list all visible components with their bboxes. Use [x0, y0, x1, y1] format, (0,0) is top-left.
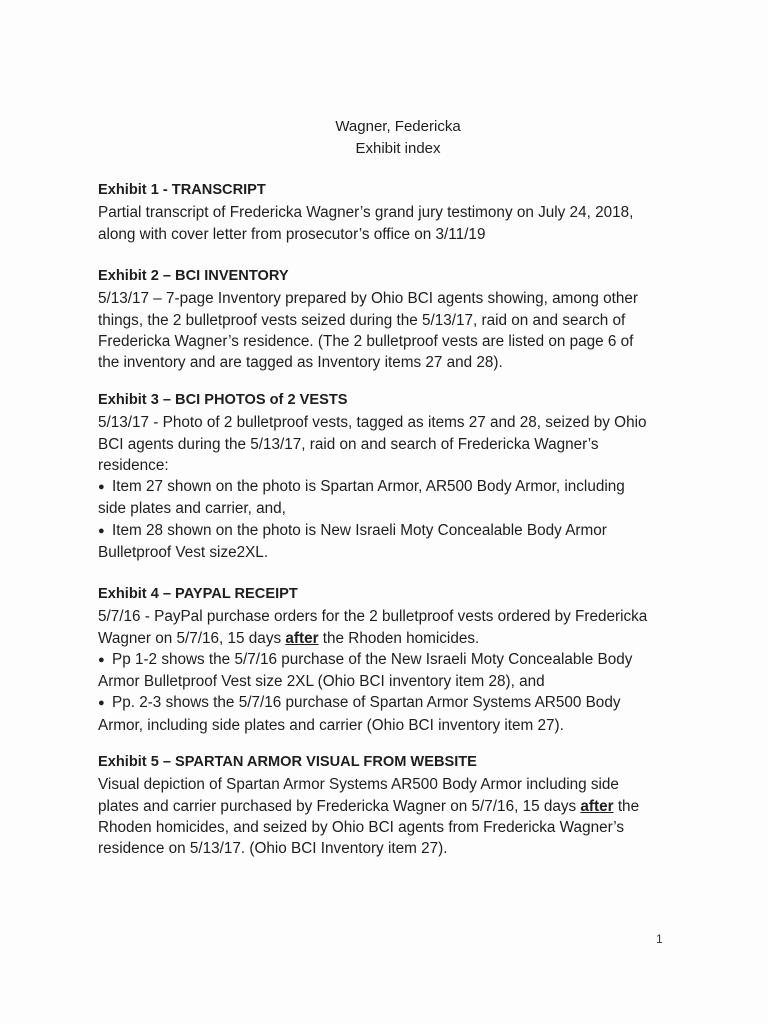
exhibit-line: side plates and carrier, and, [98, 500, 286, 518]
exhibit-title: Exhibit 4 – PAYPAL RECEIPT [98, 586, 298, 602]
emphasized-word: after [580, 797, 614, 815]
exhibit-line: along with cover letter from prosecutor’s office on 3/11/19 [98, 225, 486, 243]
exhibit-3 [98, 390, 683, 563]
bullet-icon: ● [98, 481, 105, 494]
exhibit-line: Bulletproof Vest size2XL. [98, 544, 269, 562]
exhibit-line: 5/13/17 - Photo of 2 bulletproof vests, tagged as items 27 and 28, seized by Ohio [98, 414, 647, 432]
emphasized-word: after [285, 629, 319, 647]
bullet-item [98, 476, 683, 498]
bullet-item [98, 692, 683, 714]
exhibit-line: 5/7/16 - PayPal purchase orders for the 2 bulletproof vests ordered by Fredericka [98, 608, 648, 626]
bullet-text: Item 28 shown on the photo is New Israeli Moty Concealable Body Armor [112, 521, 607, 539]
exhibit-line [98, 628, 683, 649]
exhibit-line: the inventory and are tagged as Inventory items 27 and 28). [98, 354, 503, 372]
exhibit-line: BCI agents during the 5/13/17, raid on and search of Fredericka Wagner’s [98, 435, 599, 453]
line-text: plates and carrier purchased by Fredericka Wagner on 5/7/16, 15 days [98, 797, 577, 815]
bullet-text: Pp 1-2 shows the 5/7/16 purchase of the New Israeli Moty Concealable Body [112, 650, 633, 668]
bullet-item [98, 649, 683, 671]
bullet-text: Pp. 2-3 shows the 5/7/16 purchase of Spartan Armor Systems AR500 Body [112, 694, 621, 712]
bullet-text: Item 27 shown on the photo is Spartan Armor, AR500 Body Armor, including [112, 478, 625, 496]
line-text: the [617, 797, 640, 815]
document-header [0, 116, 768, 160]
exhibit-5 [98, 752, 683, 859]
exhibit-line: Partial transcript of Fredericka Wagner’s grand jury testimony on July 24, 2018, [98, 204, 634, 222]
exhibit-line: 5/13/17 – 7-page Inventory prepared by Ohio BCI agents showing, among other [98, 290, 638, 308]
exhibit-line: Rhoden homicides, and seized by Ohio BCI agents from Fredericka Wagner’s [98, 818, 625, 836]
exhibit-2 [98, 266, 683, 373]
bullet-icon: ● [98, 524, 105, 537]
exhibit-title: Exhibit 2 – BCI INVENTORY [98, 268, 289, 284]
exhibit-line: Fredericka Wagner’s residence. (The 2 bulletproof vests are listed on page 6 of [98, 332, 634, 350]
exhibit-title: Exhibit 5 – SPARTAN ARMOR VISUAL FROM WEBSITE [98, 754, 477, 770]
exhibit-4 [98, 584, 683, 736]
line-text: Wagner on 5/7/16, 15 days [98, 629, 282, 647]
exhibit-line: Armor, including side plates and carrier (Ohio BCI inventory item 27). [98, 716, 564, 734]
exhibit-title: Exhibit 3 – BCI PHOTOS of 2 VESTS [98, 392, 348, 408]
exhibit-line: Visual depiction of Spartan Armor Systems AR500 Body Armor including side [98, 776, 619, 794]
exhibit-line: residence on 5/13/17. (Ohio BCI Inventory item 27). [98, 840, 448, 858]
document-subtitle: Exhibit index [355, 140, 441, 157]
bullet-item [98, 520, 683, 542]
bullet-icon: ● [98, 653, 105, 666]
exhibit-line: residence: [98, 456, 169, 474]
exhibit-line: things, the 2 bulletproof vests seized during the 5/13/17, raid on and search of [98, 311, 626, 329]
page-number: 1 [656, 932, 663, 946]
line-text: the Rhoden homicides. [322, 629, 480, 647]
bullet-icon: ● [98, 697, 105, 710]
exhibit-1 [98, 180, 683, 245]
exhibit-line [98, 796, 683, 817]
exhibit-title: Exhibit 1 - TRANSCRIPT [98, 182, 266, 198]
exhibit-line: Armor Bulletproof Vest size 2XL (Ohio BCI inventory item 28), and [98, 673, 545, 691]
document-name: Wagner, Federicka [335, 118, 461, 135]
